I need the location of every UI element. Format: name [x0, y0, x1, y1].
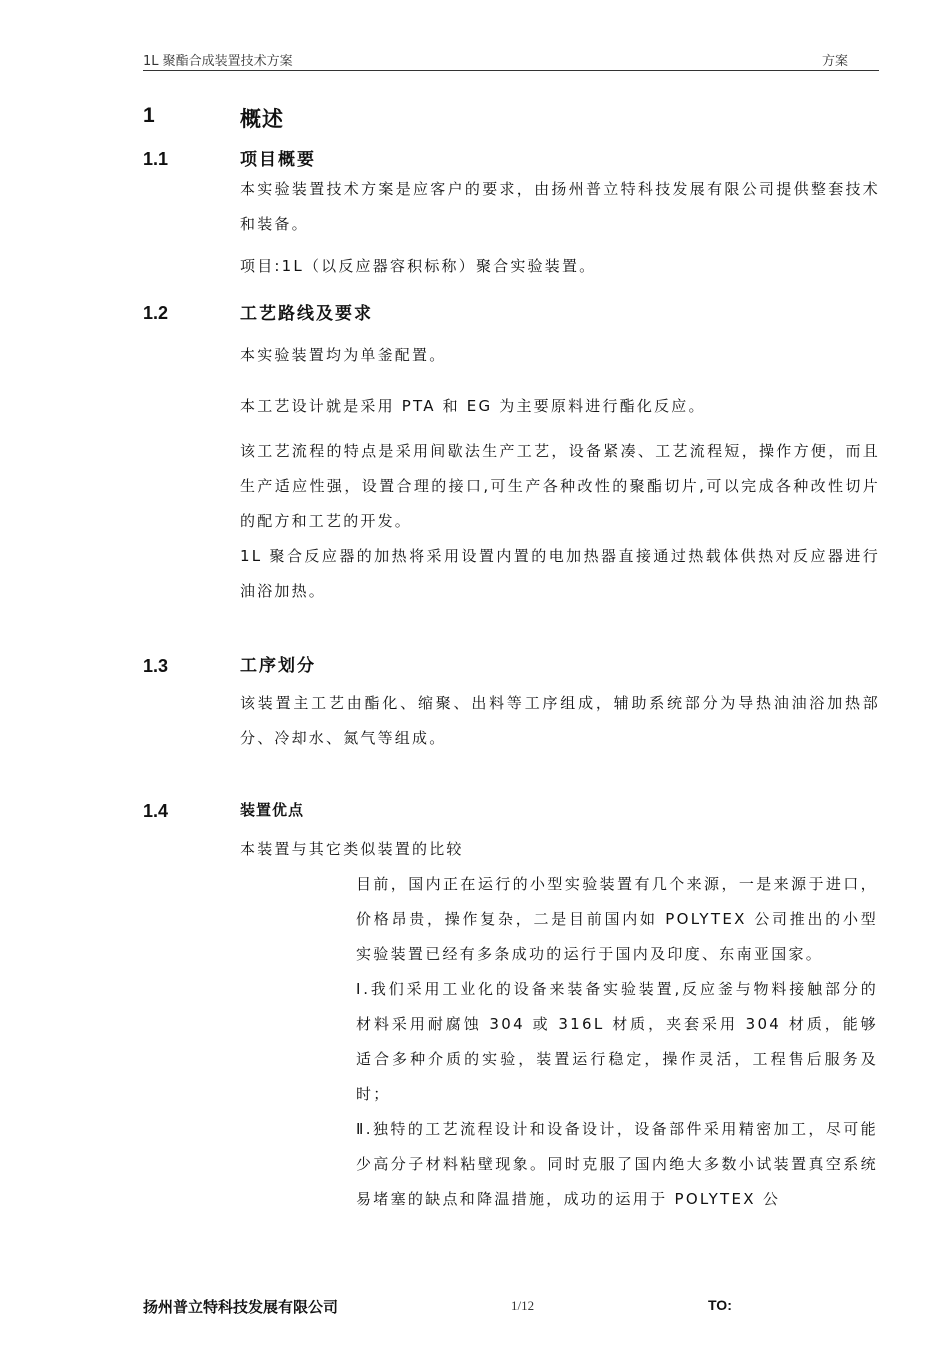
header-divider: [143, 70, 879, 71]
section-1-3-number: 1.3: [143, 656, 169, 676]
paragraph: 项目:1L（以反应器容积标称）聚合实验装置。: [240, 257, 597, 275]
section-1-4-intro: [240, 832, 880, 867]
section-1-2-p1: [240, 338, 880, 373]
paragraph: 该装置主工艺由酯化、缩聚、出料等工序组成，辅助系统部分为导热油油浴加热部分、冷却水、氮气等组成。: [240, 694, 880, 747]
section-1-3-body: [240, 686, 880, 756]
section-1-number: 1: [143, 104, 155, 127]
section-1-4-title: 装置优点: [240, 801, 305, 819]
header-doc-title: 1L 聚酯合成装置技术方案: [143, 54, 293, 69]
section-1-4-number: 1.4: [143, 801, 169, 821]
paragraph: Ⅱ.独特的工艺流程设计和设备设计，设备部件采用精密加工，尽可能少高分子材料粘壁现象。同时克服了国内绝大多数小试装置真空系统易堵塞的缺点和降温措施，成功的运用于 POLYTEX 公: [356, 1120, 878, 1208]
section-1-1-number: 1.1: [143, 149, 169, 169]
paragraph: 本实验装置均为单釜配置。: [240, 346, 447, 364]
paragraph: Ⅰ.我们采用工业化的设备来装备实验装置,反应釜与物料接触部分的材料采用耐腐蚀 304 或 316L 材质，夹套采用 304 材质，能够适合多种介质的实验，装置运行稳定，操作灵活，工程售后服务及时；: [356, 980, 878, 1103]
paragraph: 本工艺设计就是采用 PTA 和 EG 为主要原料进行酯化反应。: [240, 397, 706, 415]
footer-company: 扬州普立特科技发展有限公司: [143, 1298, 339, 1316]
footer-to-label: TO:: [708, 1297, 732, 1313]
section-1-2-p3: [240, 434, 880, 609]
paragraph: 1L 聚合反应器的加热将采用设置内置的电加热器直接通过热载体供热对反应器进行油浴加热。: [240, 547, 880, 600]
section-1-2-title: 工艺路线及要求: [240, 304, 373, 324]
section-1-1-project: [240, 249, 880, 284]
section-1-2-p2: [240, 389, 880, 424]
paragraph: 该工艺流程的特点是采用间歇法生产工艺，设备紧凑、工艺流程短，操作方便，而且生产适应性强，设置合理的接口,可生产各种改性的聚酯切片,可以完成各种改性切片的配方和工艺的开发。: [240, 442, 880, 530]
section-1-3-title: 工序划分: [240, 656, 316, 676]
section-1-4-body: [356, 867, 878, 1217]
section-1-title: 概述: [240, 107, 284, 131]
footer-page-number: 1/12: [511, 1298, 535, 1313]
paragraph: 本装置与其它类似装置的比较: [240, 840, 464, 858]
section-1-2-number: 1.2: [143, 303, 169, 323]
paragraph: 目前，国内正在运行的小型实验装置有几个来源，一是来源于进口，价格昂贵，操作复杂，二是目前国内如 POLYTEX 公司推出的小型实验装置已经有多条成功的运行于国内及印度、东南亚国家。: [356, 875, 878, 963]
header-doc-type: 方案: [822, 54, 849, 69]
section-1-1-title: 项目概要: [240, 150, 316, 170]
section-1-1-body: [240, 172, 880, 242]
paragraph: 本实验装置技术方案是应客户的要求，由扬州普立特科技发展有限公司提供整套技术和装备。: [240, 180, 880, 233]
